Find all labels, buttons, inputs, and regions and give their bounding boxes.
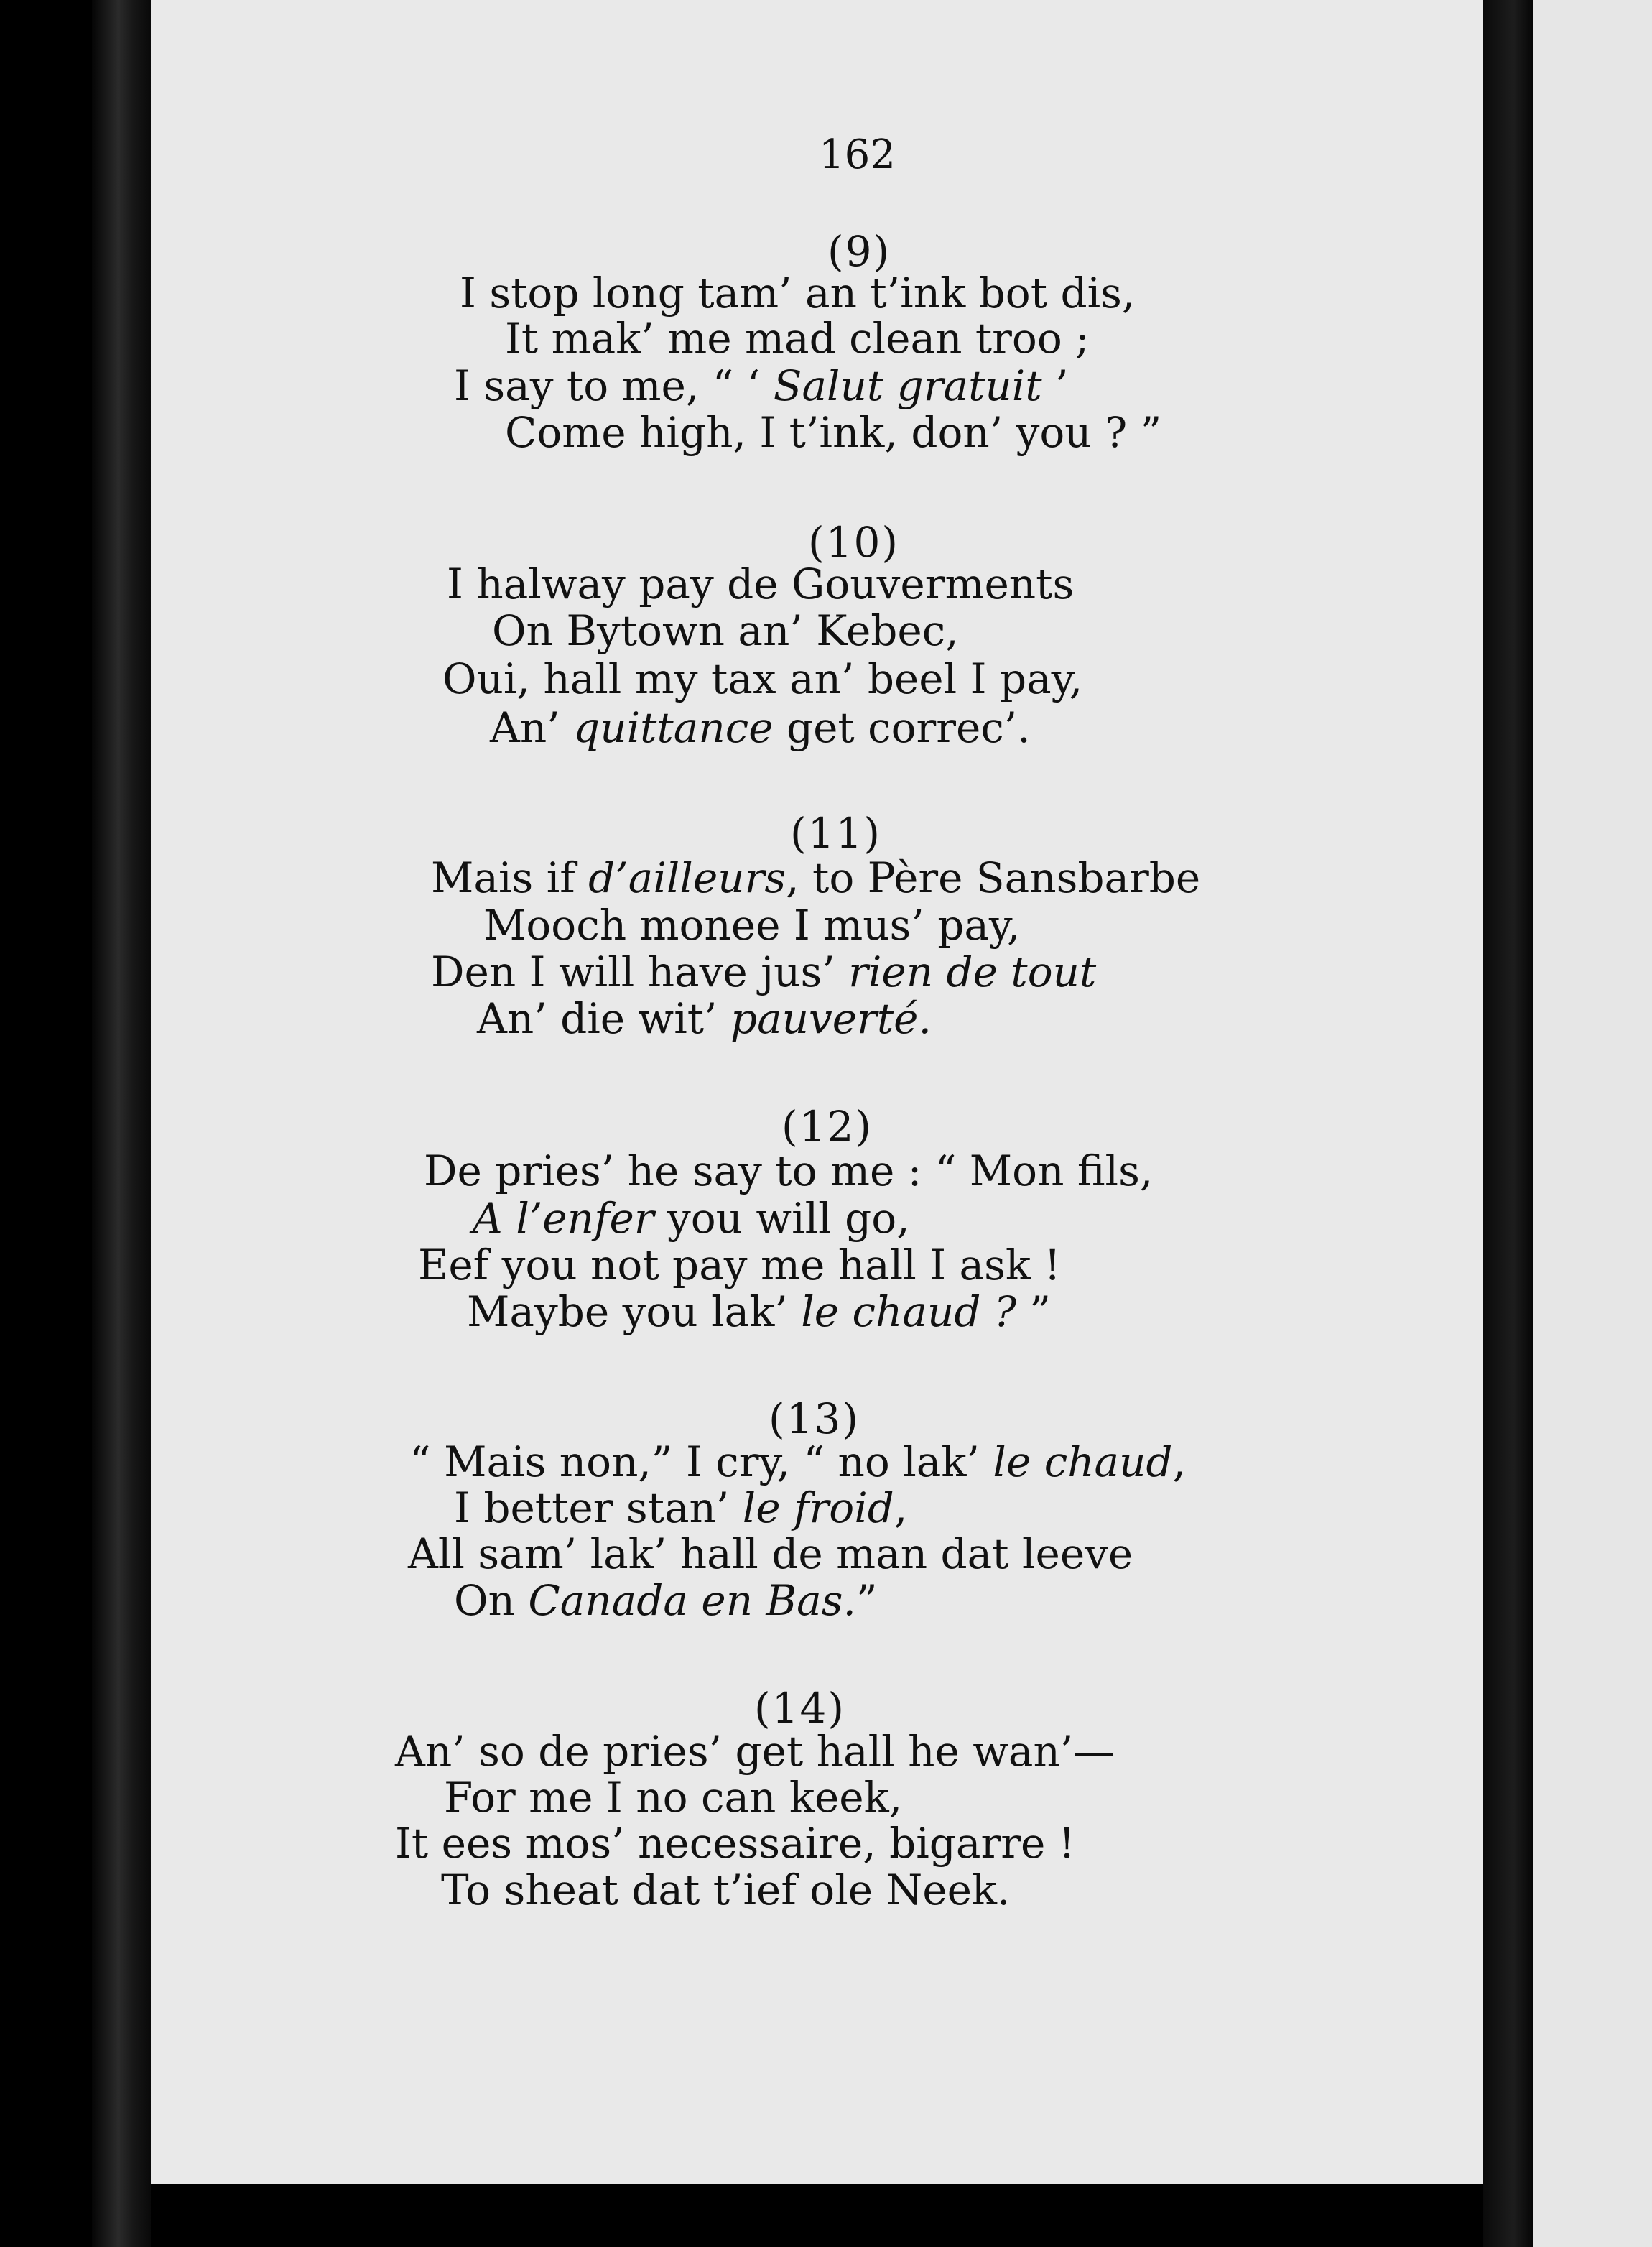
italic-phrase: rien de tout <box>848 948 1097 996</box>
verse-line <box>473 1194 910 1243</box>
verse-text: To sheat dat t’ief ole Neek. <box>441 1866 1011 1914</box>
verse-text: Maybe you lak’ <box>467 1287 802 1336</box>
verse-line <box>505 314 1090 363</box>
verse-line <box>454 1483 908 1532</box>
verse-line <box>409 1437 1187 1486</box>
verse-text: On <box>454 1576 529 1625</box>
verse-line <box>431 950 1096 994</box>
verse-line <box>454 1576 878 1625</box>
verse-text: , to Père Sansbarbe <box>786 853 1201 902</box>
verse-line <box>441 1868 1011 1912</box>
verse-text: Oui, hall my tax an’ beel I pay, <box>442 654 1083 703</box>
italic-phrase: le froid <box>742 1483 894 1532</box>
verse-line <box>447 562 1074 606</box>
verse-text: An’ <box>490 703 574 752</box>
verse-line <box>454 361 1069 410</box>
verse-line <box>395 1819 1076 1868</box>
italic-phrase: d’ailleurs <box>588 853 786 902</box>
stanza <box>402 227 1264 488</box>
stanza <box>402 809 1336 1070</box>
verse-text: ’ <box>1041 361 1069 410</box>
italic-phrase: Canada en Bas. <box>528 1576 856 1625</box>
verse-line <box>492 606 959 655</box>
verse-text: ” <box>1016 1287 1052 1336</box>
verse-line <box>490 703 1031 752</box>
verse-line <box>418 1243 1061 1287</box>
adjacent-page-edge <box>1533 0 1652 2247</box>
verse-text: , <box>894 1483 908 1532</box>
verse-text: For me I no can keek, <box>444 1773 903 1822</box>
stanza-number: (10) <box>808 518 900 567</box>
stanza-number: (12) <box>781 1102 873 1151</box>
verse-text: I stop long tam’ an t’ink bot dis, <box>460 269 1136 318</box>
verse-text: An’ so de pries’ get hall he wan’— <box>395 1727 1115 1776</box>
verse-text: An’ die wit’ <box>477 994 730 1043</box>
italic-phrase: Salut gratuit <box>773 361 1042 410</box>
verse-text: Den I will have jus’ <box>431 948 849 996</box>
verse-text: All sam’ lak’ hall de man dat leeve <box>408 1529 1133 1578</box>
verse-line <box>460 269 1136 318</box>
verse-text: On Bytown an’ Kebec, <box>492 606 959 655</box>
italic-phrase: le chaud ? <box>801 1287 1016 1336</box>
verse-text: It mak’ me mad clean troo ; <box>505 314 1090 363</box>
verse-text: “ Mais non,” I cry, “ no lak’ <box>409 1437 993 1486</box>
italic-phrase: pauverté. <box>730 994 932 1043</box>
italic-phrase: quittance <box>573 703 774 752</box>
verse-text: ” <box>855 1576 878 1625</box>
stanza <box>402 1102 1336 1363</box>
stanza-number: (13) <box>769 1394 860 1443</box>
stanza-number: (9) <box>827 227 891 276</box>
verse-text: Come high, I t’ink, don’ you ? ” <box>505 408 1162 457</box>
stanza <box>402 518 1264 779</box>
verse-line <box>444 1773 903 1822</box>
verse-line <box>505 408 1162 457</box>
verse-line <box>467 1287 1052 1336</box>
verse-line <box>424 1146 1154 1195</box>
verse-text: I better stan’ <box>454 1483 743 1532</box>
verse-line <box>431 853 1201 902</box>
verse-text: you will go, <box>654 1194 910 1243</box>
italic-phrase: A l’enfer <box>473 1194 654 1243</box>
page-gutter-shadow <box>1483 0 1533 2247</box>
book-binding-edge <box>92 0 151 2247</box>
verse-text: De pries’ he say to me : “ Mon fils, <box>424 1146 1154 1195</box>
verse-line <box>395 1727 1115 1776</box>
verse-text: It ees mos’ necessaire, bigarre ! <box>395 1819 1076 1868</box>
verse-line <box>477 994 932 1043</box>
stanza <box>402 1394 1336 1656</box>
verse-text: Mooch monee I mus’ pay, <box>483 901 1021 950</box>
verse-text: Eef you not pay me hall I ask ! <box>418 1241 1061 1289</box>
verse-text: , <box>1172 1437 1187 1486</box>
stanza-number: (11) <box>790 809 882 858</box>
stanza <box>395 1684 1329 1945</box>
verse-line <box>442 654 1083 703</box>
verse-line <box>408 1529 1133 1578</box>
verse-line <box>483 901 1021 950</box>
verse-text: get correc’. <box>773 703 1031 752</box>
italic-phrase: le chaud <box>993 1437 1173 1486</box>
stanza-number: (14) <box>754 1684 846 1733</box>
verse-text: I halway pay de Gouverments <box>447 560 1075 608</box>
verse-text: Mais if <box>431 853 589 902</box>
verse-text: I say to me, “ ‘ <box>454 361 774 410</box>
page-number: 162 <box>819 131 896 178</box>
